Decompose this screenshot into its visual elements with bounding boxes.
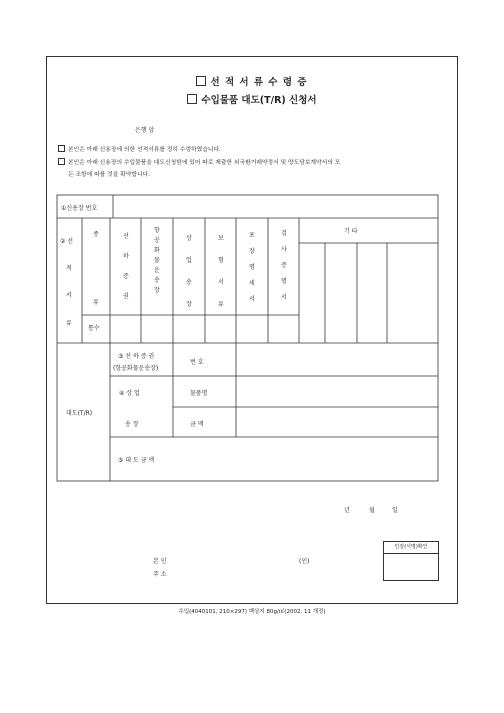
- amount-label: 금 액: [190, 421, 204, 428]
- invoice-label-bottom: 송 장: [125, 421, 139, 428]
- tr-label: 대도(T/R): [66, 410, 93, 417]
- lc-number-label: ①신용장 번호: [61, 205, 98, 212]
- date-year: 년: [344, 507, 350, 514]
- invoice-label-top: ④ 상 업: [119, 390, 140, 397]
- address-label: 주 소: [153, 571, 167, 578]
- statement-tr-continued: 든 조항에 따를 것을 확약합니다.: [68, 172, 151, 178]
- shipping-docs-label-char-2: 서: [66, 292, 72, 299]
- date-month: 월: [369, 507, 375, 514]
- col-inspection-cert: 검 사 증 명 서: [281, 230, 287, 301]
- col-other: 기 타: [344, 228, 358, 235]
- kind-label-top: 종: [93, 231, 99, 238]
- shipping-docs-label-char-1: 적: [66, 265, 72, 272]
- date-day: 일: [392, 507, 398, 514]
- form-subtitle: 수입물품 대도(T/R) 신청서: [0, 92, 504, 106]
- kind-label-bottom: 류: [93, 299, 99, 306]
- statement-receipt: 본인은 아래 신용장에 의한 선적서류를 정히 수령하였습니다.: [58, 144, 221, 153]
- count-label: 통수: [88, 325, 100, 332]
- tr-amount-label: ⑤ 대 도 금 액: [118, 457, 155, 464]
- seal-mark: (인): [299, 558, 310, 565]
- col-insurance-docs: 보 험 서 류: [218, 235, 224, 308]
- item-name-label: 물품명: [190, 390, 208, 397]
- statement-tr: 본인은 아래 신용장의 수입물품을 대도신청함에 있어 따로 제출한 외국환거래약정서 및 양도담보계약서의 모: [58, 157, 340, 166]
- shipping-docs-label-char-3: 류: [66, 320, 72, 327]
- shipping-docs-label-top: ② 선: [60, 238, 74, 245]
- col-bill-of-lading: 선 하 증 권: [123, 233, 129, 300]
- seal-verification-header: 인감(서명)확인: [384, 542, 438, 554]
- addressee-bank: 은행 앞: [135, 127, 155, 134]
- bl-label: ③ 선 하 증 권: [118, 353, 155, 360]
- col-commercial-invoice: 상 업 송 장: [186, 235, 192, 308]
- col-airway-bill: 항 공 화 물 운 송 장: [154, 227, 160, 294]
- form-title: 선 적 서 류 수 령 증: [0, 74, 504, 88]
- signer-label: 본 인: [153, 558, 167, 565]
- form-footer: 수입(4040101, 210×297) 백상지 80g/㎡(2002. 11 개정): [178, 609, 326, 615]
- number-label: 번 호: [190, 359, 204, 366]
- seal-verification-box[interactable]: [383, 541, 439, 581]
- awb-label: (항공화물운송장): [113, 365, 159, 372]
- col-packing-list: 포 장 명 세 서: [249, 232, 255, 303]
